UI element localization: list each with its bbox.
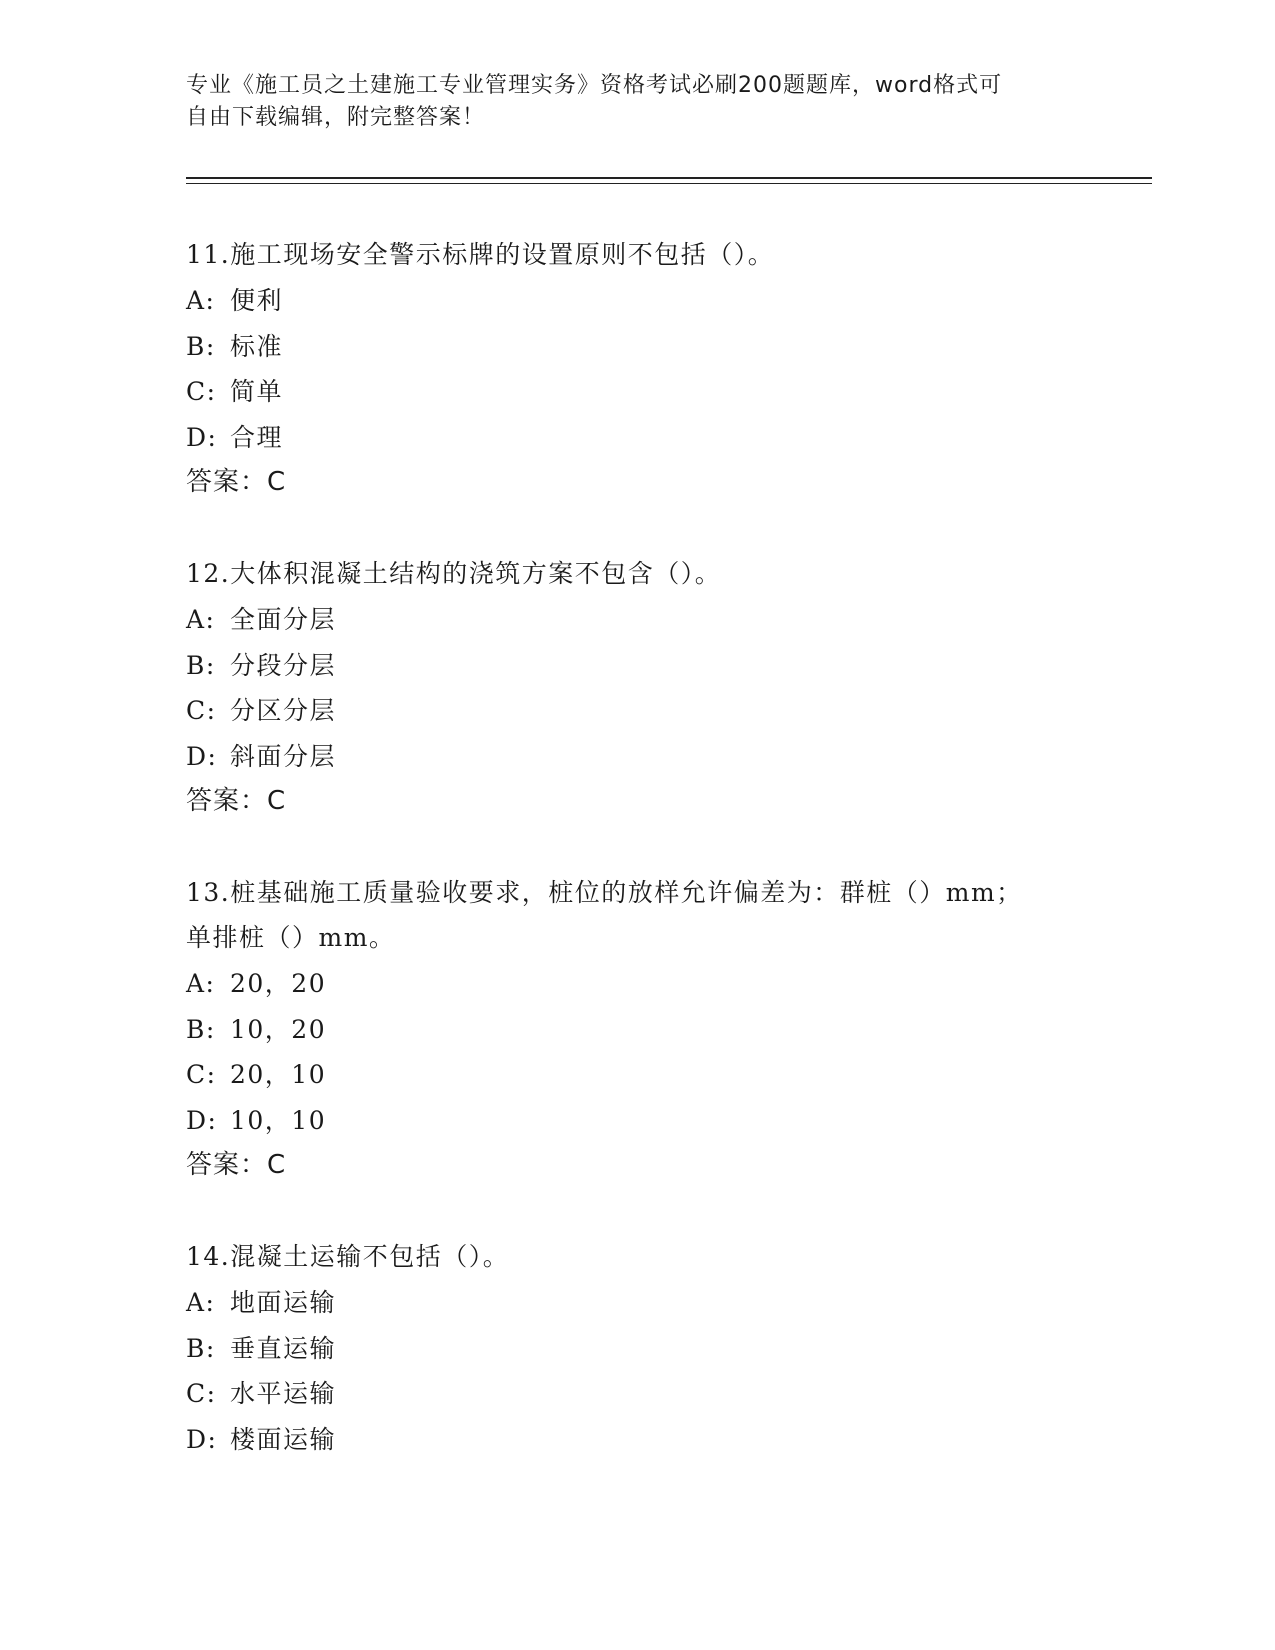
question-stem-line: 单排桩（）mm。 (186, 923, 396, 952)
option-item (186, 688, 1146, 734)
option-key: A: (186, 605, 216, 634)
question-stem (186, 1234, 1146, 1279)
question-4 (186, 1234, 1146, 1462)
option-item (186, 324, 1146, 370)
option-key: B: (186, 1333, 216, 1363)
answer-line: 答案：C (186, 1150, 287, 1180)
question-2 (186, 551, 1146, 824)
option-key: C: (186, 1379, 217, 1408)
option-key: D: (186, 422, 218, 452)
option-text: 分区分层 (230, 696, 337, 725)
option-text: 分段分层 (230, 650, 337, 680)
option-text: 地面运输 (230, 1288, 337, 1317)
question-1 (186, 232, 1146, 505)
option-item (186, 1417, 1146, 1463)
option-text: 20，20 (230, 969, 327, 998)
option-key: D: (186, 1105, 218, 1135)
header-divider-thick (186, 177, 1152, 179)
option-key: C: (186, 1060, 217, 1089)
answer-line: 答案：C (186, 467, 287, 497)
option-text: 全面分层 (230, 605, 337, 634)
option-text: 标准 (230, 331, 284, 361)
option-text: 垂直运输 (230, 1333, 337, 1363)
option-text: 便利 (230, 286, 284, 315)
question-stem-line: 13.桩基础施工质量验收要求，桩位的放样允许偏差为：群桩（）mm； (186, 878, 1023, 907)
option-key: C: (186, 696, 217, 725)
option-item (186, 1326, 1146, 1372)
document-header (186, 70, 1066, 134)
option-text: 楼面运输 (230, 1424, 337, 1454)
option-key: D: (186, 1424, 218, 1454)
header-divider-thin (186, 183, 1152, 184)
option-item (186, 1280, 1146, 1326)
option-key: B: (186, 331, 216, 361)
option-text: 20，10 (230, 1060, 327, 1089)
header-line-2: 自由下载编辑，附完整答案！ (186, 105, 486, 130)
option-text: 合理 (230, 422, 284, 452)
option-key: A: (186, 1288, 216, 1317)
question-stem (186, 870, 1146, 960)
option-text: 简单 (230, 377, 284, 406)
option-key: B: (186, 1014, 216, 1044)
header-line-1: 专业《施工员之土建施工专业管理实务》资格考试必刷200题题库，word格式可 (186, 73, 1003, 98)
option-item (186, 643, 1146, 689)
answer-line: 答案：C (186, 786, 287, 816)
option-text: 水平运输 (230, 1379, 337, 1408)
option-text: 10，20 (230, 1014, 327, 1044)
option-key: A: (186, 286, 216, 315)
question-stem-line: 14.混凝土运输不包括（）。 (186, 1242, 510, 1271)
option-item (186, 278, 1146, 324)
option-item (186, 1098, 1146, 1144)
option-item (186, 369, 1146, 415)
option-item (186, 415, 1146, 461)
option-key: A: (186, 969, 216, 998)
option-item (186, 1371, 1146, 1417)
question-stem (186, 551, 1146, 596)
option-item (186, 961, 1146, 1007)
option-item (186, 597, 1146, 643)
question-stem-line: 12.大体积混凝土结构的浇筑方案不包含（）。 (186, 559, 722, 588)
question-stem (186, 232, 1146, 277)
option-key: B: (186, 650, 216, 680)
question-3 (186, 870, 1146, 1188)
option-key: C: (186, 377, 217, 406)
question-stem-line: 11.施工现场安全警示标牌的设置原则不包括（）。 (186, 240, 775, 269)
option-text: 斜面分层 (230, 741, 337, 771)
question-list (186, 232, 1146, 1508)
option-text: 10，10 (230, 1105, 327, 1135)
option-key: D: (186, 741, 218, 771)
option-item (186, 1007, 1146, 1053)
option-item (186, 1052, 1146, 1098)
option-item (186, 734, 1146, 780)
